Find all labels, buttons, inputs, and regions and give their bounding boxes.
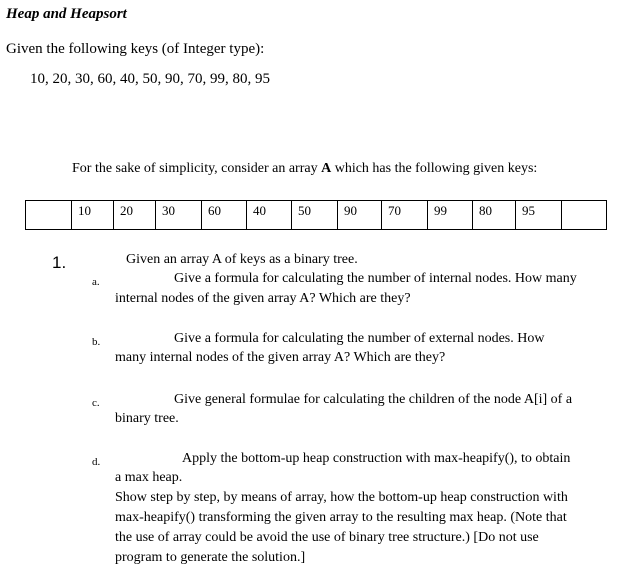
array-cell: 80 — [472, 201, 516, 229]
array-cell: 90 — [337, 201, 382, 229]
array-name: A — [321, 161, 332, 176]
item-d-line2: a max heap. — [115, 470, 183, 485]
item-c-line2: binary tree. — [115, 411, 179, 426]
item-c-label: c. — [92, 397, 100, 409]
array-cell: 99 — [427, 201, 473, 229]
item-b-label: b. — [92, 336, 101, 348]
array-cell: 60 — [201, 201, 247, 229]
array-description — [72, 161, 537, 177]
item-d-line1: Apply the bottom-up heap construction with max-heapify(), to obtain — [182, 451, 571, 466]
item-b-line2: many internal nodes of the given array A? Which are they? — [115, 350, 446, 365]
array-cell: 70 — [381, 201, 428, 229]
array-description-pre: For the sake of simplicity, consider an array — [72, 161, 322, 176]
array-cell: 95 — [515, 201, 562, 229]
key-array-table — [25, 200, 607, 230]
array-cell — [561, 201, 607, 229]
array-cell: 40 — [246, 201, 292, 229]
array-cell: 10 — [71, 201, 114, 229]
document-title: Heap and Heapsort — [6, 6, 127, 22]
item-a-line2: internal nodes of the given array A? Which are they? — [115, 291, 411, 306]
item-a-line1: Give a formula for calculating the number of internal nodes. How many — [174, 271, 577, 286]
intro-text: Given the following keys (of Integer type): — [6, 41, 265, 57]
array-cell: 50 — [291, 201, 338, 229]
keys-list: 10, 20, 30, 60, 40, 50, 90, 70, 99, 80, 95 — [30, 71, 270, 87]
item-c-line1: Give general formulae for calculating the children of the node A[i] of a — [174, 392, 573, 407]
given-line: Given an array A of keys as a binary tree. — [126, 252, 358, 267]
item-d-line6: program to generate the solution.] — [115, 550, 306, 565]
item-b-line1: Give a formula for calculating the number of external nodes. How — [174, 331, 545, 346]
array-cell — [26, 201, 71, 229]
question-number: 1. — [52, 253, 67, 272]
item-d-line5: the use of array could be avoid the use of binary tree structure.) [Do not use — [115, 530, 539, 545]
array-cell: 30 — [155, 201, 202, 229]
item-d-line4: max-heapify() transforming the given array to the resulting max heap. (Note that — [115, 510, 567, 525]
array-cell: 20 — [113, 201, 156, 229]
array-description-post: which has the following given keys: — [331, 161, 538, 176]
item-d-line3: Show step by step, by means of array, how the bottom-up heap construction with — [115, 490, 568, 505]
item-d-label: d. — [92, 456, 101, 468]
item-a-label: a. — [92, 276, 100, 288]
